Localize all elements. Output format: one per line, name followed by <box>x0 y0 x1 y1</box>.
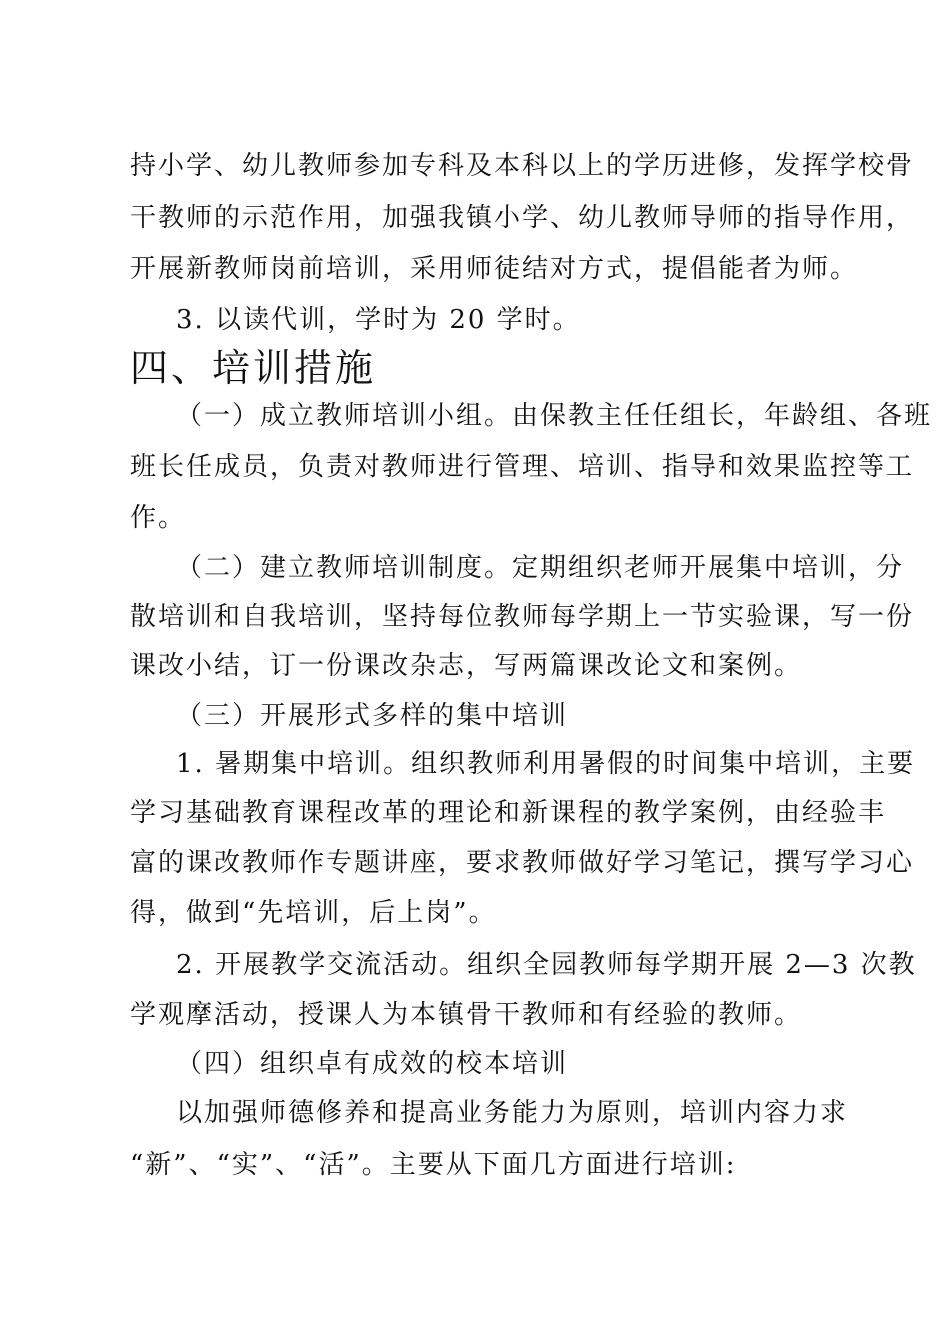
text-line-14: 学习基础教育课程改革的理论和新课程的教学案例，由经验丰 <box>130 798 887 828</box>
text-line-12: （三）开展形式多样的集中培训 <box>176 701 569 731</box>
text-line-1: 持小学、幼儿教师参加专科及本科以上的学历进修，发挥学校骨 <box>130 151 915 181</box>
text-line-17: 2. 开展教学交流活动。组织全园教师每学期开展 2—3 次教 <box>176 950 917 980</box>
text-line-8: 作。 <box>130 503 187 533</box>
text-line-18: 学观摩活动，授课人为本镇骨干教师和有经验的教师。 <box>130 1000 803 1030</box>
text-line-11: 课改小结，订一份课改杂志，写两篇课改论文和案例。 <box>130 651 803 681</box>
text-line-19: （四）组织卓有成效的校本培训 <box>176 1049 569 1079</box>
text-line-2: 干教师的示范作用，加强我镇小学、幼儿教师导师的指导作用， <box>130 203 915 233</box>
text-line-20: 以加强师德修养和提高业务能力为原则，培训内容力求 <box>176 1098 849 1128</box>
text-line-7: 班长任成员，负责对教师进行管理、培训、指导和效果监控等工 <box>130 452 915 482</box>
text-line-10: 散培训和自我培训，坚持每位教师每学期上一节实验课，写一份 <box>130 602 915 632</box>
text-line-21: “新”、“实”、“活”。主要从下面几方面进行培训: <box>130 1150 737 1180</box>
text-line-4: 3. 以读代训，学时为 20 学时。 <box>176 305 581 335</box>
text-line-13: 1. 暑期集中培训。组织教师利用暑假的时间集中培训，主要 <box>176 749 916 779</box>
text-line-9: （二）建立教师培训制度。定期组织老师开展集中培训，分 <box>176 553 905 583</box>
section-heading: 四、培训措施 <box>130 346 377 390</box>
text-line-15: 富的课改教师作专题讲座，要求教师做好学习笔记，撰写学习心 <box>130 848 915 878</box>
text-line-16: 得，做到“先培训，后上岗”。 <box>130 898 497 928</box>
text-line-6: （一）成立教师培训小组。由保教主任任组长，年龄组、各班 <box>176 401 933 431</box>
text-line-3: 开展新教师岗前培训，采用师徒结对方式，提倡能者为师。 <box>130 254 859 284</box>
